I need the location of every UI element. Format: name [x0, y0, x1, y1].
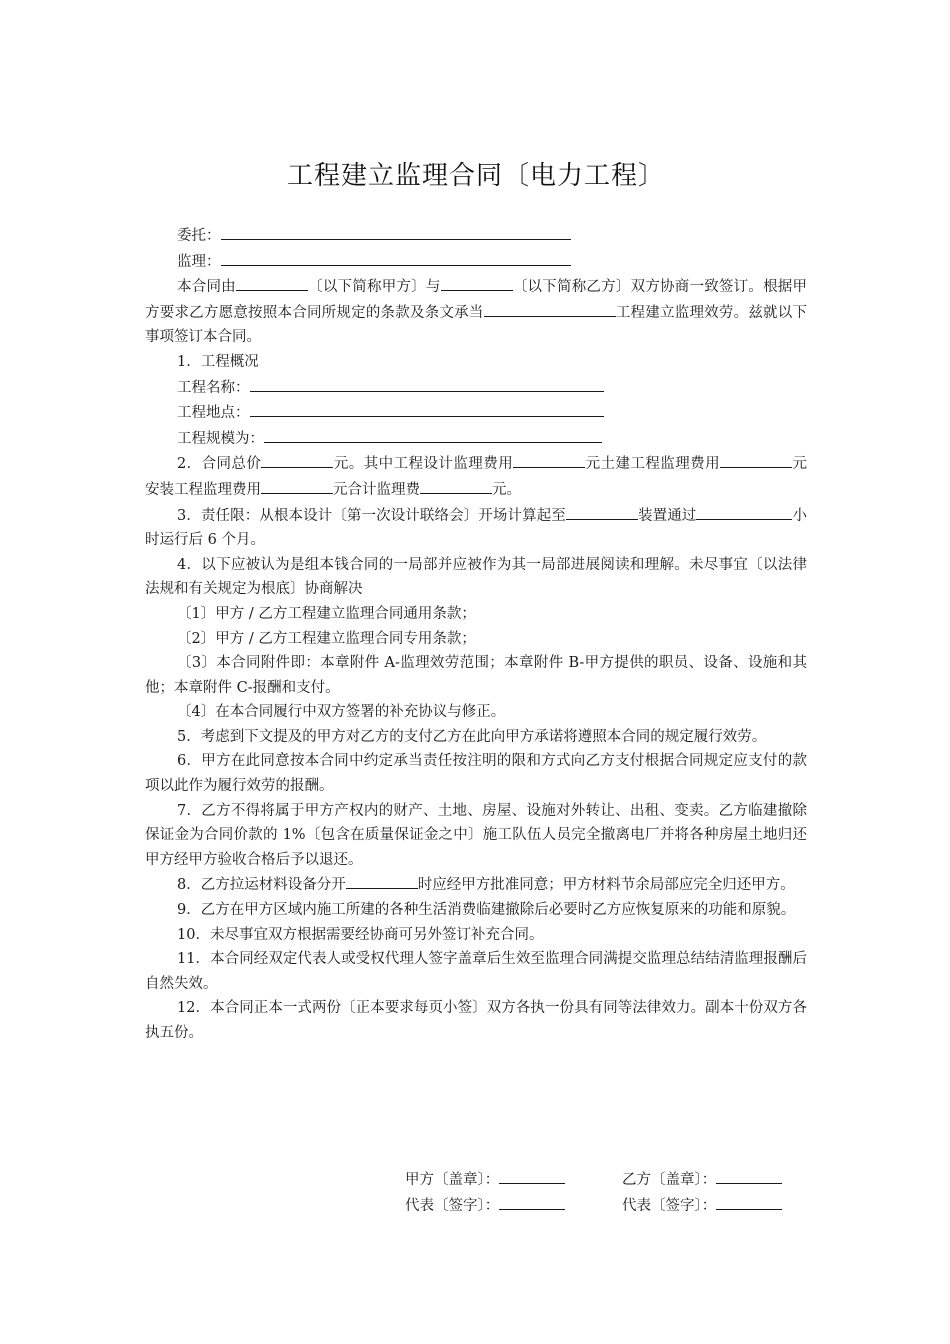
project-name-line	[145, 375, 807, 401]
party-b-rep-row	[622, 1193, 782, 1219]
project-scale-blank[interactable]	[264, 426, 602, 443]
intro-text: 本合同由	[177, 279, 236, 296]
section-8-text: 时应经甲方批准同意；甲方材料节余局部应完全归还甲方。	[417, 877, 795, 894]
party-b-signature-block	[622, 1167, 782, 1219]
document-title: 工程建立监理合同〔电力工程〕	[286, 161, 665, 191]
section-4-paragraph: 4．以下应被认为是组本钱合同的一局部并应被作为其一局部进展阅读和理解。未尽事宜〔以法律法规和有关规定为根底〕协商解决	[145, 556, 807, 598]
section-6-paragraph: 6．甲方在此同意按本合同中约定承当责任按注明的限和方式向乙方支付根据合同规定应支付的款项以此作为履行效劳的报酬。	[145, 753, 807, 795]
total-price-blank[interactable]	[261, 451, 333, 468]
party-b-rep-blank[interactable]	[716, 1193, 782, 1210]
party-a-rep-blank[interactable]	[499, 1193, 565, 1210]
party-b-seal-label: 乙方〔盖章〕：	[622, 1172, 717, 1188]
section-5-paragraph: 5．考虑到下文提及的甲方对乙方的支付乙方在此向甲方承诺将遵照本合同的规定履行效劳。	[177, 728, 767, 745]
contract-body	[145, 223, 807, 1046]
party-a-rep-row	[405, 1193, 565, 1219]
party-b-seal-blank[interactable]	[716, 1167, 782, 1184]
section-2-text: 元安装工程监理费用	[145, 456, 808, 498]
section-3-paragraph	[145, 503, 807, 553]
section-1-heading: 1．工程概况	[177, 353, 259, 370]
supervisor-label: 监理：	[177, 253, 221, 270]
section-3-text: 小时运行后 6 个月。	[145, 507, 808, 549]
client-blank[interactable]	[221, 223, 571, 240]
section-4-item-4: 〔4〕在本合同履行中双方签署的补充协议与修正。	[177, 704, 506, 721]
party-b-seal-row	[622, 1167, 782, 1193]
party-a-rep-label: 代表〔签字〕：	[405, 1198, 500, 1214]
client-line	[145, 223, 807, 249]
project-location-line	[145, 400, 807, 426]
civil-fee-blank[interactable]	[720, 451, 792, 468]
intro-paragraph	[145, 274, 807, 350]
section-4-item-3: 〔3〕本合同附件即：本章附件 A-监理效劳范围；本章附件 B-甲方提供的职员、设备、设施和其他；本章附件 C-报酬和支付。	[145, 655, 807, 696]
party-b-rep-label: 代表〔签字〕：	[622, 1198, 717, 1214]
project-name-label: 工程名称：	[177, 379, 250, 396]
install-fee-blank[interactable]	[261, 477, 333, 494]
supervisor-blank[interactable]	[221, 249, 571, 266]
section-4-item-2: 〔2〕甲方 / 乙方工程建立监理合同专用条款；	[177, 630, 476, 647]
section-2-text: 2．合同总价	[177, 456, 262, 473]
section-2-text: 元。其中工程设计监理费用	[333, 456, 514, 473]
section-10-paragraph: 10．未尽事宜双方根据需要经协商可另外签订补充合同。	[177, 926, 544, 943]
leave-date-blank[interactable]	[346, 872, 418, 889]
section-4-item-1: 〔1〕甲方 / 乙方工程建立监理合同通用条款；	[177, 605, 476, 622]
client-label: 委托：	[177, 228, 221, 244]
party-a-seal-blank[interactable]	[499, 1167, 565, 1184]
intro-text: 〔以下简称乙方〕双方协商一致签订。根据甲方要求乙方愿意按照本合同所规定的条款及条文承当	[145, 279, 808, 321]
design-fee-blank[interactable]	[513, 451, 585, 468]
section-11-paragraph: 11．本合同经双定代表人或受权代理人签字盖章后生效至监理合同满提交监理总结结清监理报酬后自然失效。	[145, 951, 807, 992]
section-9-paragraph: 9．乙方在甲方区域内施工所建的各种生活消费临建撤除后必要时乙方应恢复原来的功能和原貌。	[177, 902, 796, 919]
intro-text: 〔以下简称甲方〕与	[307, 279, 441, 296]
section-3-text: 装置通过	[637, 507, 697, 524]
project-scale-line	[145, 426, 807, 452]
project-location-label: 工程地点：	[177, 405, 250, 422]
supervisor-line	[145, 249, 807, 275]
section-2-paragraph	[145, 451, 807, 502]
end-point-blank[interactable]	[566, 503, 638, 520]
section-8-paragraph	[145, 872, 807, 898]
intro-text: 工程建立监理效劳。兹就以下事项签订本合同。	[145, 304, 807, 346]
project-blank[interactable]	[484, 300, 616, 317]
party-a-seal-row	[405, 1167, 565, 1193]
party-b-blank[interactable]	[441, 274, 513, 291]
project-scale-label: 工程规模为：	[177, 430, 264, 447]
section-3-text: 3．责任限：从根本设计〔第一次设计联络会〕开场计算起至	[177, 507, 566, 524]
party-a-signature-block	[405, 1167, 565, 1219]
section-7-paragraph: 7．乙方不得将属于甲方产权内的财产、土地、房屋、设施对外转让、出租、变卖。乙方临建撤除保证金为合同价款的 1%〔包含在质量保证金之中〕施工队伍人员完全撤离电厂并将各种房屋土地归还甲方经甲方验收合格后予以退还。	[145, 802, 807, 868]
total-fee-blank[interactable]	[420, 477, 492, 494]
section-2-text: 元合计监理费	[333, 481, 420, 498]
section-8-text: 8．乙方拉运材料设备分开	[177, 877, 346, 894]
section-12-paragraph: 12．本合同正本一式两份〔正本要求每页小签〕双方各执一份具有同等法律效力。副本十份双方各执五份。	[145, 1000, 807, 1041]
project-name-blank[interactable]	[250, 375, 604, 392]
run-hours-blank[interactable]	[696, 503, 792, 520]
section-2-text: 元。	[492, 481, 521, 498]
section-2-text: 元土建工程监理费用	[585, 456, 721, 473]
party-a-seal-label: 甲方〔盖章〕：	[405, 1172, 500, 1188]
party-a-blank[interactable]	[236, 274, 308, 291]
project-location-blank[interactable]	[250, 400, 604, 417]
